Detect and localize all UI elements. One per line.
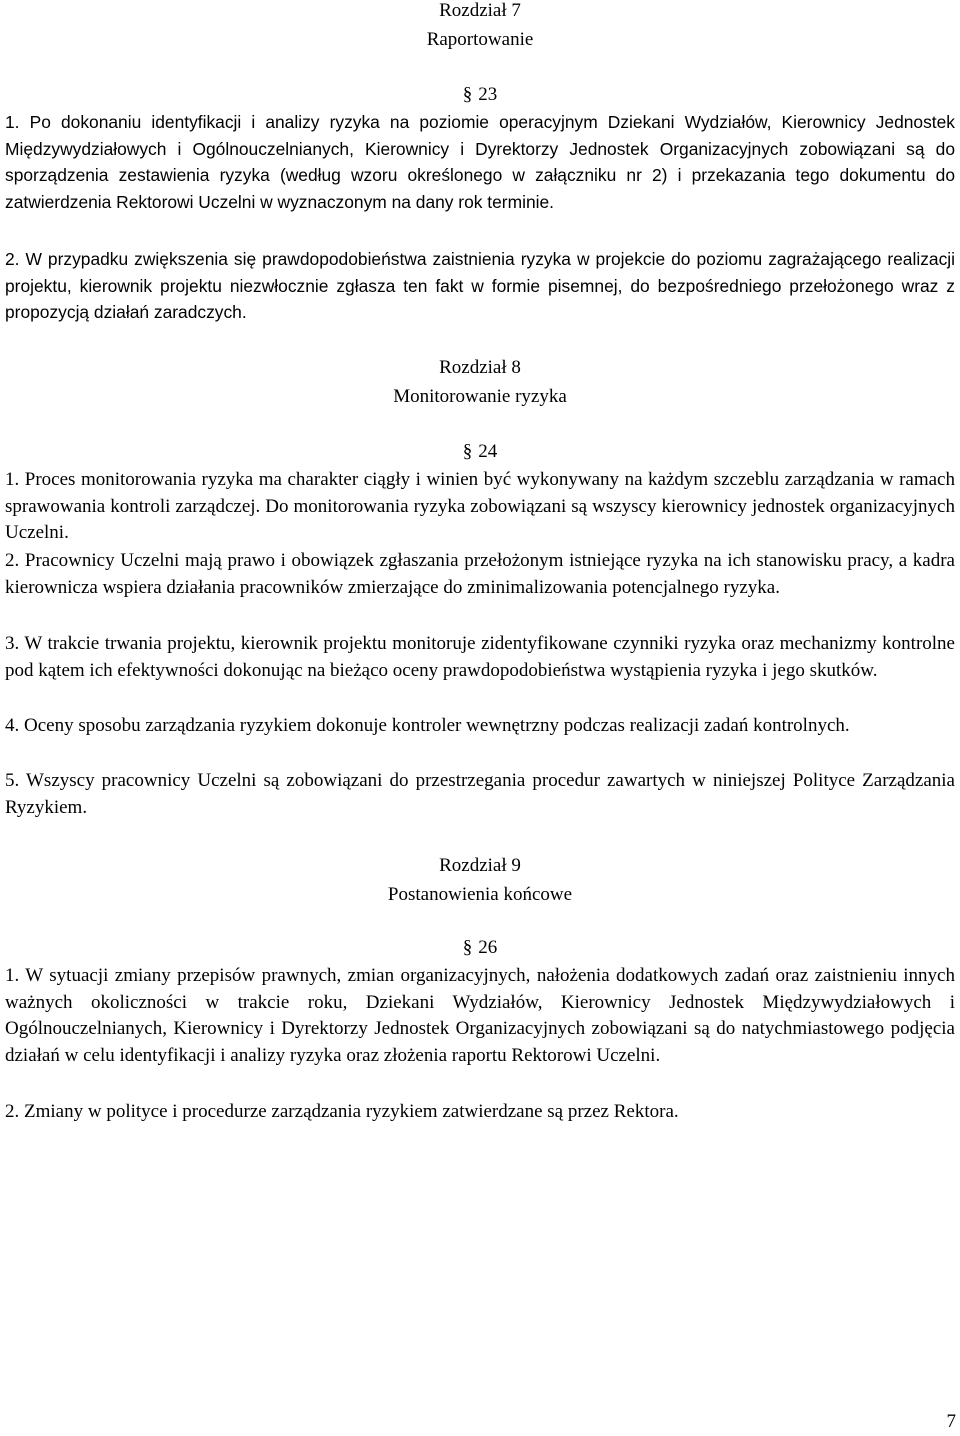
section-sign-icon: § (462, 441, 473, 462)
chapter-7-paragraph-2: 2. W przypadku zwiększenia się prawdopodobieństwa zaistnienia ryzyka w projekcie do poziomu zagrażającego realizacji projektu, kierownik projektu niezwłocznie zgłasza ten fakt w formie pisemnej, do bezpośredniego przełożonego wraz z propozycją działań zaradczych. (5, 249, 955, 322)
chapter-9-heading (0, 851, 960, 909)
chapter-8-subtitle: Monitorowanie ryzyka (393, 386, 567, 407)
section-23-mark (0, 83, 960, 107)
section-sign-icon: § (462, 84, 473, 105)
chapter-9-subtitle: Postanowienia końcowe (387, 884, 573, 905)
chapter-8-paragraph-3: 3. W trakcie trwania projektu, kierownik projektu monitoruje zidentyfikowane czynniki ryzyka oraz mechanizmy kontrolne pod kątem ich efektywności dokonując na bieżąco oceny prawdopodobieństwa wystąpienia ryzyka i jego skutków. (5, 633, 955, 681)
chapter-9-paragraph-2: 2. Zmiany w polityce i procedurze zarządzania ryzykiem zatwierdzane są przez Rektora. (5, 1101, 679, 1122)
chapter-7-title: Rozdział 7 (439, 0, 521, 21)
chapter-9-paragraph-1: 1. W sytuacji zmiany przepisów prawnych, zmian organizacyjnych, nałożenia dodatkowych zadań oraz zaistnieniu innych ważnych okoliczności w trakcie roku, Dziekani Wydziałów, Kierownicy Jednostek Międzywydziałowych i Ogólnouczelnianych, Kierownicy i Dyrektorzy Jednostek Organizacyjnych zobowiązani są do natychmiastowego podjęcia działań w celu identyfikacji i analizy ryzyka oraz złożenia raportu Rektorowi Uczelni. (5, 965, 955, 1066)
section-24-mark (0, 440, 960, 464)
section-26-mark (0, 936, 960, 960)
section-23-number: 23 (478, 84, 498, 105)
chapter-7-paragraph-1: 1. Po dokonaniu identyfikacji i analizy ryzyka na poziomie operacyjnym Dziekani Wydziałów, Kierownicy Jednostek Międzywydziałowych i Ogólnouczelnianych, Kierownicy i Dyrektorzy Jednostek Organizacyjnych zobowiązani są do sporządzenia zestawienia ryzyka (według wzoru określonego w załączniku nr 2) i przekazania tego dokumentu do zatwierdzenia Rektorowi Uczelni w wyznaczonym na dany rok terminie. (5, 112, 955, 212)
chapter-8-paragraph-5: 5. Wszyscy pracownicy Uczelni są zobowiązani do przestrzegania procedur zawartych w niniejszej Polityce Zarządzania Ryzykiem. (5, 770, 955, 818)
chapter-7-heading (0, 0, 960, 54)
section-26-number: 26 (478, 937, 498, 958)
page-number: 7 (946, 1411, 956, 1432)
section-24-number: 24 (478, 441, 498, 462)
chapter-8-title: Rozdział 8 (439, 357, 521, 378)
chapter-8-paragraph-2: 2. Pracownicy Uczelni mają prawo i obowiązek zgłaszania przełożonym istniejące ryzyka na ich stanowisku pracy, a kadra kierownicza wspiera działania pracowników zmierzające do zminimalizowania potencjalnego ryzyka. (5, 550, 955, 598)
chapter-8-heading (0, 353, 960, 411)
chapter-8-paragraph-4: 4. Oceny sposobu zarządzania ryzykiem dokonuje kontroler wewnętrzny podczas realizacji zadań kontrolnych. (5, 715, 850, 736)
section-sign-icon: § (462, 937, 473, 958)
chapter-9-title: Rozdział 9 (439, 855, 521, 876)
chapter-8-paragraph-1: 1. Proces monitorowania ryzyka ma charakter ciągły i winien być wykonywany na każdym szczeblu zarządzania w ramach sprawowania kontroli zarządczej. Do monitorowania ryzyka zobowiązani są wszyscy kierownicy jednostek organizacyjnych Uczelni. (5, 469, 955, 543)
chapter-7-subtitle: Raportowanie (426, 29, 534, 50)
